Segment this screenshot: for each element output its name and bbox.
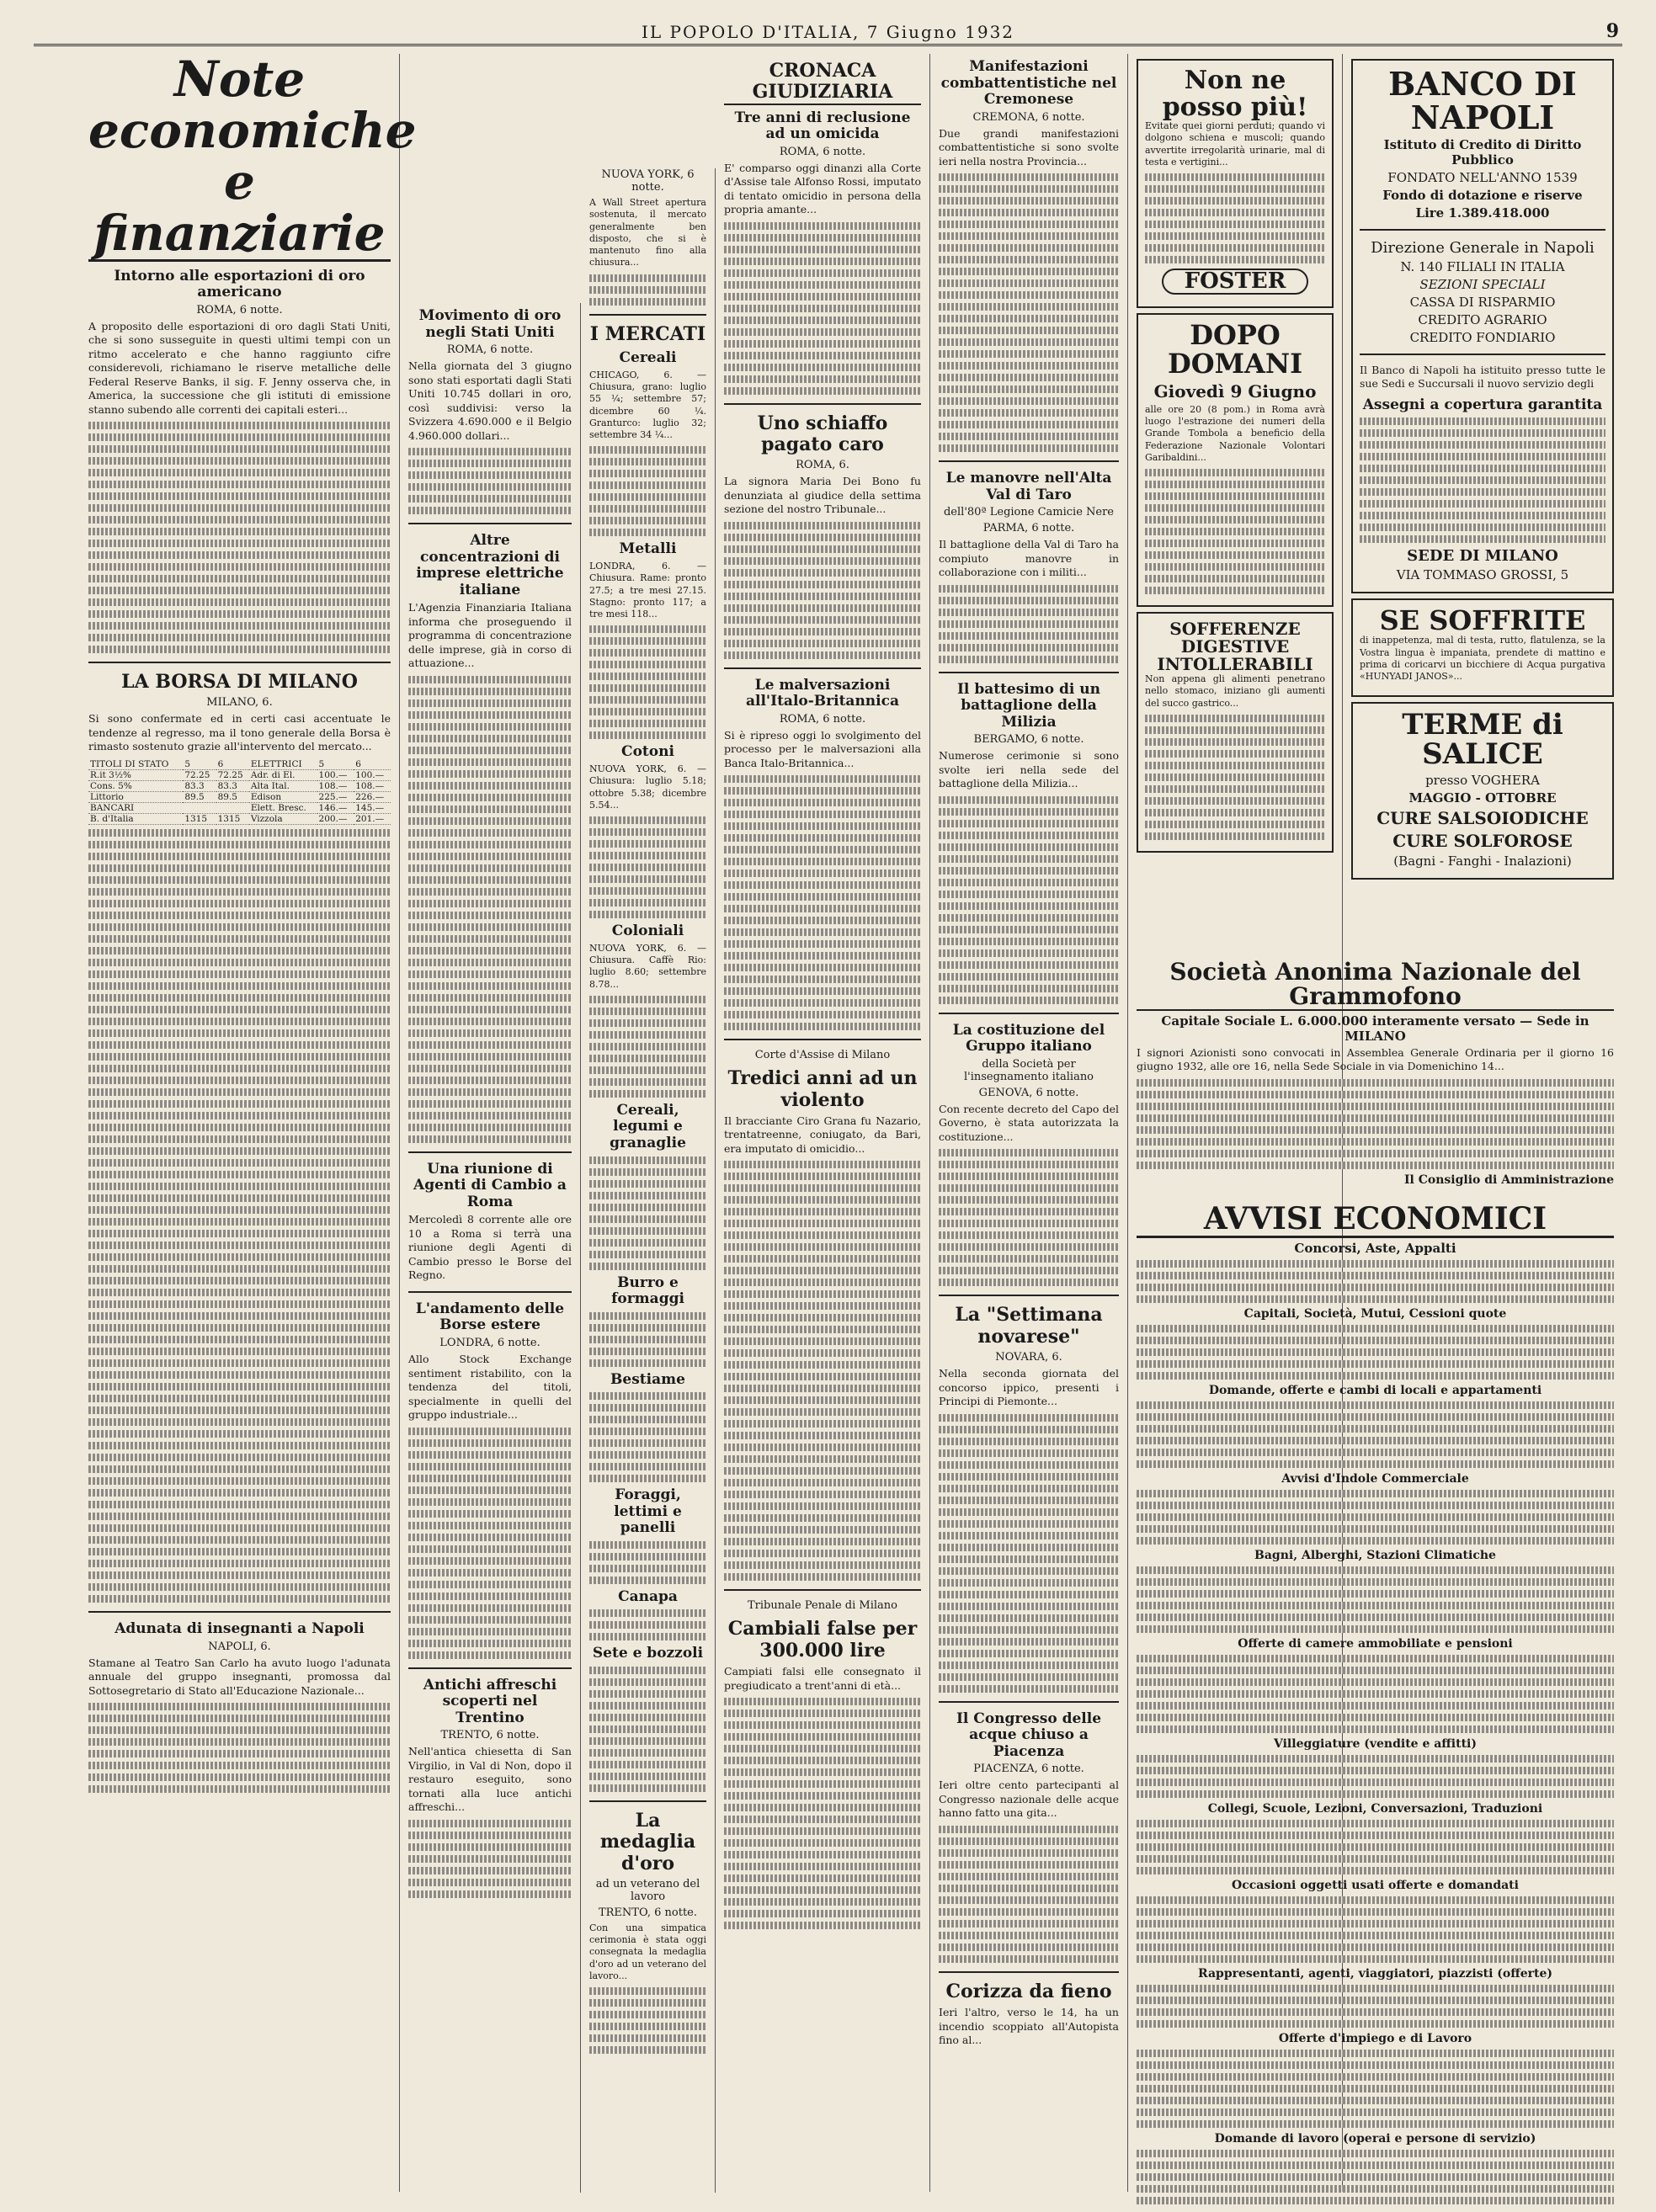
article-text: A Wall Street apertura sostenuta, il mercato generalmente ben disposto, che si è mantenuto fino alla chiusura... [589,197,706,269]
table-cell: 108.— [354,780,391,791]
table-row [88,802,391,813]
bank-service: Assegni a copertura garantita [1362,396,1603,413]
article-title: Adunata di insegnanti a Napoli [114,1619,365,1637]
article-dateline: ROMA, 6 notte. [779,712,866,726]
table-cell: Edison [249,791,317,802]
article-dateline: PIACENZA, 6 notte. [973,1763,1084,1776]
article-title: Tre anni di reclusione ad un omicida [734,109,911,143]
ad-title: DOPO DOMANI [1167,319,1303,380]
bank-sections-label: SEZIONI SPECIALI [1419,276,1546,292]
table-cell: BANCARI [88,802,183,813]
section-title: Note economiche e finanziarie [88,51,417,262]
article-title: Il Congresso delle acque chiuso a Piacenza [956,1710,1102,1760]
table-cell: Littorio [88,791,183,802]
article-subtitle: dell'80ª Legione Camicie Nere [943,506,1114,519]
table-cell: 89.5 [183,791,216,802]
article-title: La "Settimana novarese" [955,1304,1103,1348]
bank-title: BANCO DI NAPOLI [1388,65,1577,136]
advertisement [1137,313,1334,607]
bank-subtitle: Istituto di Credito di Diritto Pubblico [1383,136,1582,167]
article-text: Allo Stock Exchange sentiment ristabilito, con la tendenza del titoli, specialmente in quelli del gruppo industriale... [408,1353,572,1422]
article-text: Si sono confermate ed in certi casi accentuate le tendenze al regresso, ma il tono generale della Borsa è rimasto sostenuto grazie all'intervento del mercato... [88,712,391,753]
classifieds-category: Rappresentanti, agenti, viaggiatori, piazzisti (offerte) [1198,1966,1552,1981]
article-title: Corizza da fieno [945,1980,1112,2002]
subsection-title: Coloniali [611,923,684,940]
article-dateline: ROMA, 6 notte. [446,343,534,357]
classifieds-category: Occasioni oggetti usati offerte e domandati [1232,1878,1519,1892]
classifieds-category: Villeggiature (vendite e affitti) [1274,1736,1477,1751]
table-cell [183,802,216,813]
table-cell: 89.5 [216,791,249,802]
table-cell: Alta Ital. [249,780,317,791]
ad-brand: FOSTER [1162,269,1308,295]
bank-branch-name: SEDE DI MILANO [1407,546,1558,565]
article-dateline: NAPOLI, 6. [208,1640,271,1653]
table-cell: 108.— [317,780,354,791]
article-dateline: TRENTO, 6 notte. [598,1906,698,1919]
classifieds-category: Avvisi d'Indole Commerciale [1281,1471,1469,1486]
section-title: I MERCATI [589,322,706,345]
subsection-title: Foraggi, lettimi e panelli [614,1486,682,1537]
bank-section: CREDITO AGRARIO [1418,311,1547,327]
masthead-date: IL POPOLO D'ITALIA, 7 Giugno 1932 [641,22,1015,42]
article-text: Due grandi manifestazioni combattentistiche si sono svolte ieri nella nostra Provincia... [939,126,1119,167]
article-title: LA BORSA DI MILANO [121,671,358,694]
notice-subtitle: Capitale Sociale L. 6.000.000 interamente versato — Sede in MILANO [1161,1013,1589,1044]
table-cell: 1315 [216,813,249,824]
article-text: La signora Maria Dei Bono fu denunziata al giudice della settima sezione del nostro Tribunale... [724,475,921,516]
bank-branches: N. 140 FILIALI IN ITALIA [1400,258,1565,274]
subsection-title: Burro e formaggi [611,1273,684,1308]
article-subtitle: ad un veterano del lavoro [595,1877,700,1903]
article-text: Il bracciante Ciro Grana fu Nazario, trentatreenne, coniugato, da Bari, era imputato di omicidio... [724,1114,921,1155]
table-cell: 72.25 [216,769,249,780]
column-7 [1343,54,1622,954]
classifieds-category: Domande di lavoro (operai e persone di servizio) [1214,2131,1536,2146]
classifieds-category: Concorsi, Aste, Appalti [1294,1240,1456,1256]
article-dateline: ROMA, 6 notte. [779,145,866,158]
advertisement [1137,612,1334,853]
article-dateline: BERGAMO, 6 notte. [973,733,1084,747]
classifieds-category: Offerte d'impiego e di Lavoro [1278,2031,1472,2045]
article-title: Le malversazioni all'Italo-Britannica [745,676,899,710]
ad-text: (Bagni - Fanghi - Inalazioni) [1393,853,1572,869]
ad-title: Non ne posso più! [1162,66,1308,122]
article-title: Intorno alle esportazioni di oro americano [114,267,365,301]
article-dateline: PARMA, 6 notte. [982,522,1075,535]
article-title: Cambiali false per 300.000 lire [727,1618,918,1662]
article-title: Una riunione di Agenti di Cambio a Roma [413,1160,567,1210]
bank-text: Il Banco di Napoli ha istituito presso tutte le sue Sedi e Succursali il nuovo servizio degli [1360,363,1605,391]
subsection-title: Cereali, legumi e granaglie [610,1101,686,1151]
article-title: Manifestazioni combattentistiche nel Cremonese [940,58,1117,109]
ad-title: SOFFERENZE DIGESTIVE INTOLLERABILI [1157,619,1313,675]
article-text: CHICAGO, 6. — Chiusura, grano: luglio 55 ¼; settembre 57; dicembre 60 ¼. Granturco: luglio 32; settembre 34 ¼... [589,369,706,441]
ad-location: presso VOGHERA [1425,772,1540,788]
ad-title: SE SOFFRITE [1379,604,1586,636]
classifieds-category: Offerte di camere ammobiliate e pensioni [1238,1636,1513,1651]
stock-table [88,759,391,825]
table-cell: 145.— [354,802,391,813]
bank-section: CREDITO FONDIARIO [1409,329,1556,345]
table-cell: B. d'Italia [88,813,183,824]
article-dateline: TRENTO, 6 notte. [440,1729,540,1742]
ad-treatment: CURE SALSOIODICHE [1376,807,1589,828]
article-title: La medaglia d'oro [599,1809,696,1874]
table-cell: 83.3 [216,780,249,791]
table-cell: 226.— [354,791,391,802]
table-cell: 200.— [317,813,354,824]
table-cell [216,802,249,813]
table-cell: 146.— [317,802,354,813]
article-text: Con recente decreto del Capo del Governo, è stata autorizzata la costituzione... [939,1102,1119,1143]
advertisement [1351,598,1614,697]
subsection-title: Cotoni [621,743,674,761]
subsection-title: Cereali [619,349,677,367]
article-text: Nell'antica chiesetta di San Virgilio, in Val di Non, dopo il restauro eseguito, sono tornati alla luce antichi affreschi... [408,1745,572,1814]
article-dateline: MILANO, 6. [206,696,273,710]
bank-branch-address: VIA TOMMASO GROSSI, 5 [1396,566,1569,582]
classifieds [1128,1201,1622,2193]
notice-title: Società Anonima Nazionale del Grammofono [1137,960,1614,1011]
table-cell: Cons. 5% [88,780,183,791]
table-row [88,813,391,824]
article-title: L'andamento delle Borse estere [415,1300,565,1334]
article-title: Tredici anni ad un violento [727,1067,918,1111]
advertisement [1137,59,1334,308]
bank-fund-amount: Lire 1.389.418.000 [1415,205,1550,221]
article-dateline: LONDRA, 6 notte. [439,1337,540,1350]
article-dateline: NOVARA, 6. [995,1351,1062,1364]
article-text: NUOVA YORK, 6. — Chiusura: luglio 5.18; ottobre 5.38; dicembre 5.54... [589,763,706,811]
article-dateline: ROMA, 6. [796,459,849,472]
article-section: Tribunale Penale di Milano [748,1599,897,1613]
table-cell: 100.— [317,769,354,780]
ad-treatment: CURE SOLFOROSE [1392,830,1573,851]
article-title: Il battesimo di un battaglione della Milizia [956,680,1100,731]
classifieds-category: Domande, offerte e cambi di locali e appartamenti [1208,1383,1542,1397]
table-header: 5 [183,759,216,770]
notice-text: I signori Azionisti sono convocati in Assemblea Generale Ordinaria per il giorno 16 giugno 1932, alle ore 16, nella Sede Sociale in via Domenichino 14... [1137,1045,1614,1073]
table-cell: 83.3 [183,780,216,791]
table-header-row [88,759,391,770]
article-section: Corte d'Assise di Milano [754,1049,891,1062]
table-cell: 72.25 [183,769,216,780]
table-cell: Adr. di El. [249,769,317,780]
table-row [88,780,391,791]
table-cell: 225.— [317,791,354,802]
article-dateline: NUOVA YORK, 6 notte. [601,168,695,194]
article-text: Con una simpatica cerimonia è stata oggi consegnata la medaglia d'oro ad un veterano del lavoro... [589,1922,706,1981]
article-text: Nella seconda giornata del concorso ippico, presenti i Principi di Piemonte... [939,1367,1119,1408]
bank-advertisement [1351,59,1614,593]
section-title: CRONACA GIUDIZIARIA [724,61,921,105]
article-title: Movimento di oro negli Stati Uniti [418,307,562,341]
column-2 [400,303,581,2193]
bank-section: CASSA DI RISPARMIO [1409,294,1556,310]
notice-signature: Il Consiglio di Amministrazione [1403,1172,1614,1187]
article-text: Stamane al Teatro San Carlo ha avuto luogo l'adunata annuale del gruppo insegnanti, promossa dal Sottosegretario di Stato all'Educazione Nazionale... [88,1656,391,1697]
table-cell: Vizzola [249,813,317,824]
ad-season: MAGGIO - OTTOBRE [1408,790,1557,806]
table-header: 6 [216,759,249,770]
bank-fund-label: Fondo di dotazione e riserve [1382,187,1583,203]
article-dateline: GENOVA, 6 notte. [978,1086,1079,1099]
classifieds-category: Bagni, Alberghi, Stazioni Climatiche [1254,1548,1496,1562]
table-cell: 1315 [183,813,216,824]
table-cell: Elett. Bresc. [249,802,317,813]
ad-title: TERME di SALICE [1402,707,1563,772]
ad-text: Evitate quei giorni perduti; quando vi dolgono schiena e muscoli; quando avvertite irregolarità urinarie, mal di testa e vertigini... [1145,120,1325,167]
article-text: L'Agenzia Finanziaria Italiana informa che proseguendo il programma di concentrazione delle imprese, già in corso di attuazione... [408,601,572,670]
article-text: NUOVA YORK, 6. — Chiusura. Caffè Rio: luglio 8.60; settembre 8.78... [589,942,706,990]
table-header: 5 [317,759,354,770]
article-text: Numerose cerimonie si sono svolte ieri nella sede del battaglione della Milizia... [939,749,1119,790]
advertisement [1351,702,1614,880]
table-cell: R.it 3½% [88,769,183,780]
article-text: Il battaglione della Val di Taro ha compiuto manovre in collaborazione con i militi... [939,538,1119,579]
bank-headquarters: Direzione Generale in Napoli [1371,238,1595,257]
ad-text: di inappetenza, mal di testa, rutto, flatulenza, se la Vostra lingua è impaniata, prendete di mattino e prima di coricarvi un bicchiere di Acqua purgativa «HUNYADI JANOS»... [1360,635,1605,683]
article-text: Nella giornata del 3 giugno sono stati esportati dagli Stati Uniti 10.745 dollari in oro, così suddivisi: verso la Svizzera 4.690.000 e il Belgio 4.960.000 dollari... [408,359,572,442]
table-row [88,769,391,780]
article-title: Altre concentrazioni di imprese elettriche italiane [416,532,564,598]
article-subtitle: della Società per l'insegnamento italiano [963,1057,1094,1083]
article-title: Uno schiaffo pagato caro [757,412,888,455]
masthead [34,19,1622,46]
ad-text: Non appena gli alimenti penetrano nello stomaco, iniziano gli aumenti del succo gastrico... [1145,673,1325,709]
table-row [88,791,391,802]
article-text: E' comparso oggi dinanzi alla Corte d'Assise tale Alfonso Rossi, imputato di tentato omicidio in persona della propria amante... [724,161,921,216]
article-title: La costituzione del Gruppo italiano [952,1021,1105,1055]
table-cell: 100.— [354,769,391,780]
assembly-notice [1128,960,1622,1195]
article-text: Campiati falsi elle consegnato il pregiudicato a trent'anni di età... [724,1665,921,1692]
bank-founded: FONDATO NELL'ANNO 1539 [1387,169,1578,185]
article-title: Antichi affreschi scoperti nel Trentino [423,1676,557,1726]
column-4 [716,54,930,2192]
table-header: ELETTRICI [249,759,317,770]
classifieds-category: Capitali, Società, Mutui, Cessioni quote [1243,1306,1507,1321]
article-dateline: ROMA, 6 notte. [196,303,283,316]
article-text: A proposito delle esportazioni di oro dagli Stati Uniti, che si sono susseguite in questi ultimi tempi con un ritmo accelerato e che hanno raggiunto cifre considerevoli, richiamano le riserve metalliche delle Federal Reserve Banks, il sig. F. Jenny osserva che, in America, la successione che gli istituti di emissione stanno subendo alle correnti dei capitali esteri... [88,319,391,416]
classifieds-title: AVVISI ECONOMICI [1137,1204,1614,1238]
column-1 [80,51,417,2192]
table-header: TITOLI DI STATO [88,759,183,770]
article-dateline: CREMONA, 6 notte. [972,110,1085,124]
article-text: Ieri oltre cento partecipanti al Congresso nazionale delle acque hanno fatto una gita... [939,1779,1119,1820]
subsection-title: Sete e bozzoli [592,1645,704,1662]
column-3 [581,168,716,2193]
subsection-title: Bestiame [610,1370,685,1388]
article-title: Le manovre nell'Alta Val di Taro [945,470,1112,503]
table-header: 6 [354,759,391,770]
classifieds-category: Collegi, Scuole, Lezioni, Conversazioni, Traduzioni [1207,1801,1543,1816]
table-cell: 201.— [354,813,391,824]
ad-subtitle: Giovedì 9 Giugno [1153,380,1317,401]
ad-text: alle ore 20 (8 pom.) in Roma avrà luogo l'estrazione dei numeri della Grande Tombola a beneficio della Federazione Nazionale Volontari Garibaldini... [1145,403,1325,463]
subsection-title: Canapa [618,1587,678,1605]
article-text: LONDRA, 6. — Chiusura. Rame: pronto 27.5; a tre mesi 27.15. Stagno: pronto 117; a tre mesi 118... [589,560,706,620]
article-text: Mercoledì 8 corrente alle ore 10 a Roma si terrà una riunione degli Agenti di Cambio presso le Borse del Regno. [408,1213,572,1282]
subsection-title: Metalli [619,540,677,558]
column-5 [930,54,1128,2192]
article-text: Si è ripreso oggi lo svolgimento del processo per le malversazioni alla Banca Italo-Britannica... [724,728,921,769]
article-text: Ieri l'altro, verso le 14, ha un incendio scoppiato all'Autopista fino al... [939,2006,1119,2046]
page-number: 9 [1605,20,1619,42]
